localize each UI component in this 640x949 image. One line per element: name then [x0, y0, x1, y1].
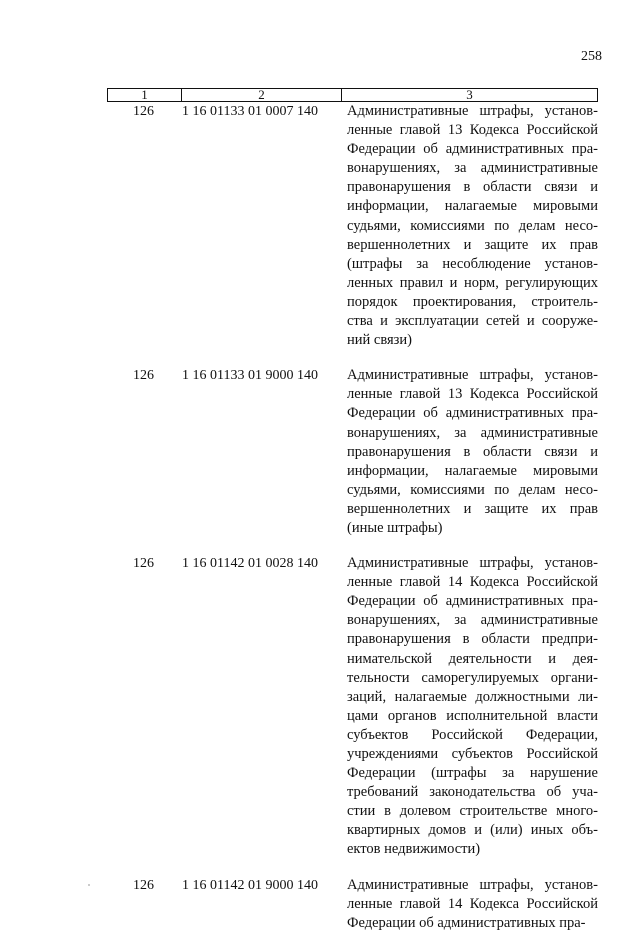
column-header-table	[107, 88, 598, 102]
description-cell	[347, 876, 598, 933]
description-line: ленные главой 13 Кодекса Российской	[347, 386, 598, 403]
description-line: Административные штрафы, установ-	[347, 367, 598, 384]
column-header-3: 3	[342, 89, 598, 102]
description-line: Административные штрафы, установ-	[347, 555, 598, 572]
description-line: вершеннолетних и защите их прав	[347, 236, 598, 253]
description-line: правонарушения в области связи и	[347, 443, 598, 460]
description-line: учреждениями субъектов Российской	[347, 746, 598, 762]
description-line: вершеннолетних и защите их прав	[347, 500, 598, 517]
description-line: заций, налагаемые должностными ли-	[347, 688, 598, 705]
description-line: ленные главой 14 Кодекса Российской	[347, 895, 598, 912]
column-header-1: 1	[108, 89, 182, 102]
description-line: стии в долевом строительстве много-	[347, 803, 598, 820]
description-line: вонарушениях, за административные	[347, 612, 598, 629]
budget-code-cell: 1 16 01133 01 0007 140	[182, 104, 318, 119]
description-line: информации, налагаемые мировыми	[347, 462, 598, 479]
description-line: Административные штрафы, установ-	[347, 876, 598, 893]
description-line: цами органов исполнительной власти	[347, 707, 598, 724]
table-row	[107, 876, 598, 933]
description-line: судьями, комиссиями по делам несо-	[347, 217, 598, 234]
description-line: ленных правил и норм, регулирующих	[347, 274, 598, 291]
column-header-2: 2	[182, 89, 342, 102]
description-line: требований законодательства об уча-	[347, 784, 598, 801]
budget-code-cell: 1 16 01133 01 9000 140	[182, 368, 318, 384]
admin-code-cell: 126	[133, 104, 154, 119]
description-line: ектов недвижимости)	[347, 841, 481, 858]
description-line: Федерации об административных пра-	[347, 593, 598, 610]
description-line: ний связи)	[347, 332, 412, 349]
description-line: судьями, комиссиями по делам несо-	[347, 481, 598, 498]
description-line: Федерации об административных пра-	[347, 141, 598, 158]
description-line: ства и эксплуатации сетей и сооруже-	[347, 313, 598, 330]
admin-code-cell: 126	[133, 877, 154, 893]
description-line: (иные штрафы)	[347, 519, 443, 536]
description-line: ленные главой 13 Кодекса Российской	[347, 122, 598, 139]
description-cell	[347, 102, 598, 350]
description-line: Федерации об административных пра-	[347, 405, 598, 422]
description-cell	[347, 554, 598, 860]
admin-code-cell: 126	[133, 368, 154, 384]
description-line: (штрафы за несоблюдение установ-	[347, 255, 598, 272]
description-line: правонарушения в области предпри-	[347, 631, 598, 648]
budget-code-cell: 1 16 01142 01 9000 140	[182, 877, 318, 893]
description-line: Административные штрафы, установ-	[347, 103, 598, 119]
description-line: Федерации (штрафы за нарушение	[347, 765, 598, 782]
description-line: порядок проектирования, строитель-	[347, 293, 598, 310]
description-line: вонарушениях, за административные	[347, 160, 598, 177]
table-row	[107, 102, 598, 350]
page-number: 258	[581, 49, 602, 64]
description-line: квартирных домов и (или) иных объ-	[347, 822, 598, 839]
budget-code-cell: 1 16 01142 01 0028 140	[182, 556, 318, 572]
description-line: нимательской деятельности и дея-	[347, 650, 598, 667]
description-line: субъектов Российской Федерации,	[347, 726, 598, 743]
table-row	[107, 366, 598, 538]
description-line: информации, налагаемые мировыми	[347, 198, 598, 215]
table-row	[107, 554, 598, 860]
description-line: правонарушения в области связи и	[347, 179, 598, 196]
description-line: вонарушениях, за административные	[347, 424, 598, 441]
table-body	[107, 102, 598, 949]
description-line: тельности саморегулируемых органи-	[347, 669, 598, 686]
admin-code-cell: 126	[133, 556, 154, 572]
description-line: ленные главой 14 Кодекса Российской	[347, 574, 598, 591]
description-cell	[347, 366, 598, 538]
scan-speck	[88, 884, 90, 886]
description-line: Федерации об административных пра-	[347, 914, 586, 931]
